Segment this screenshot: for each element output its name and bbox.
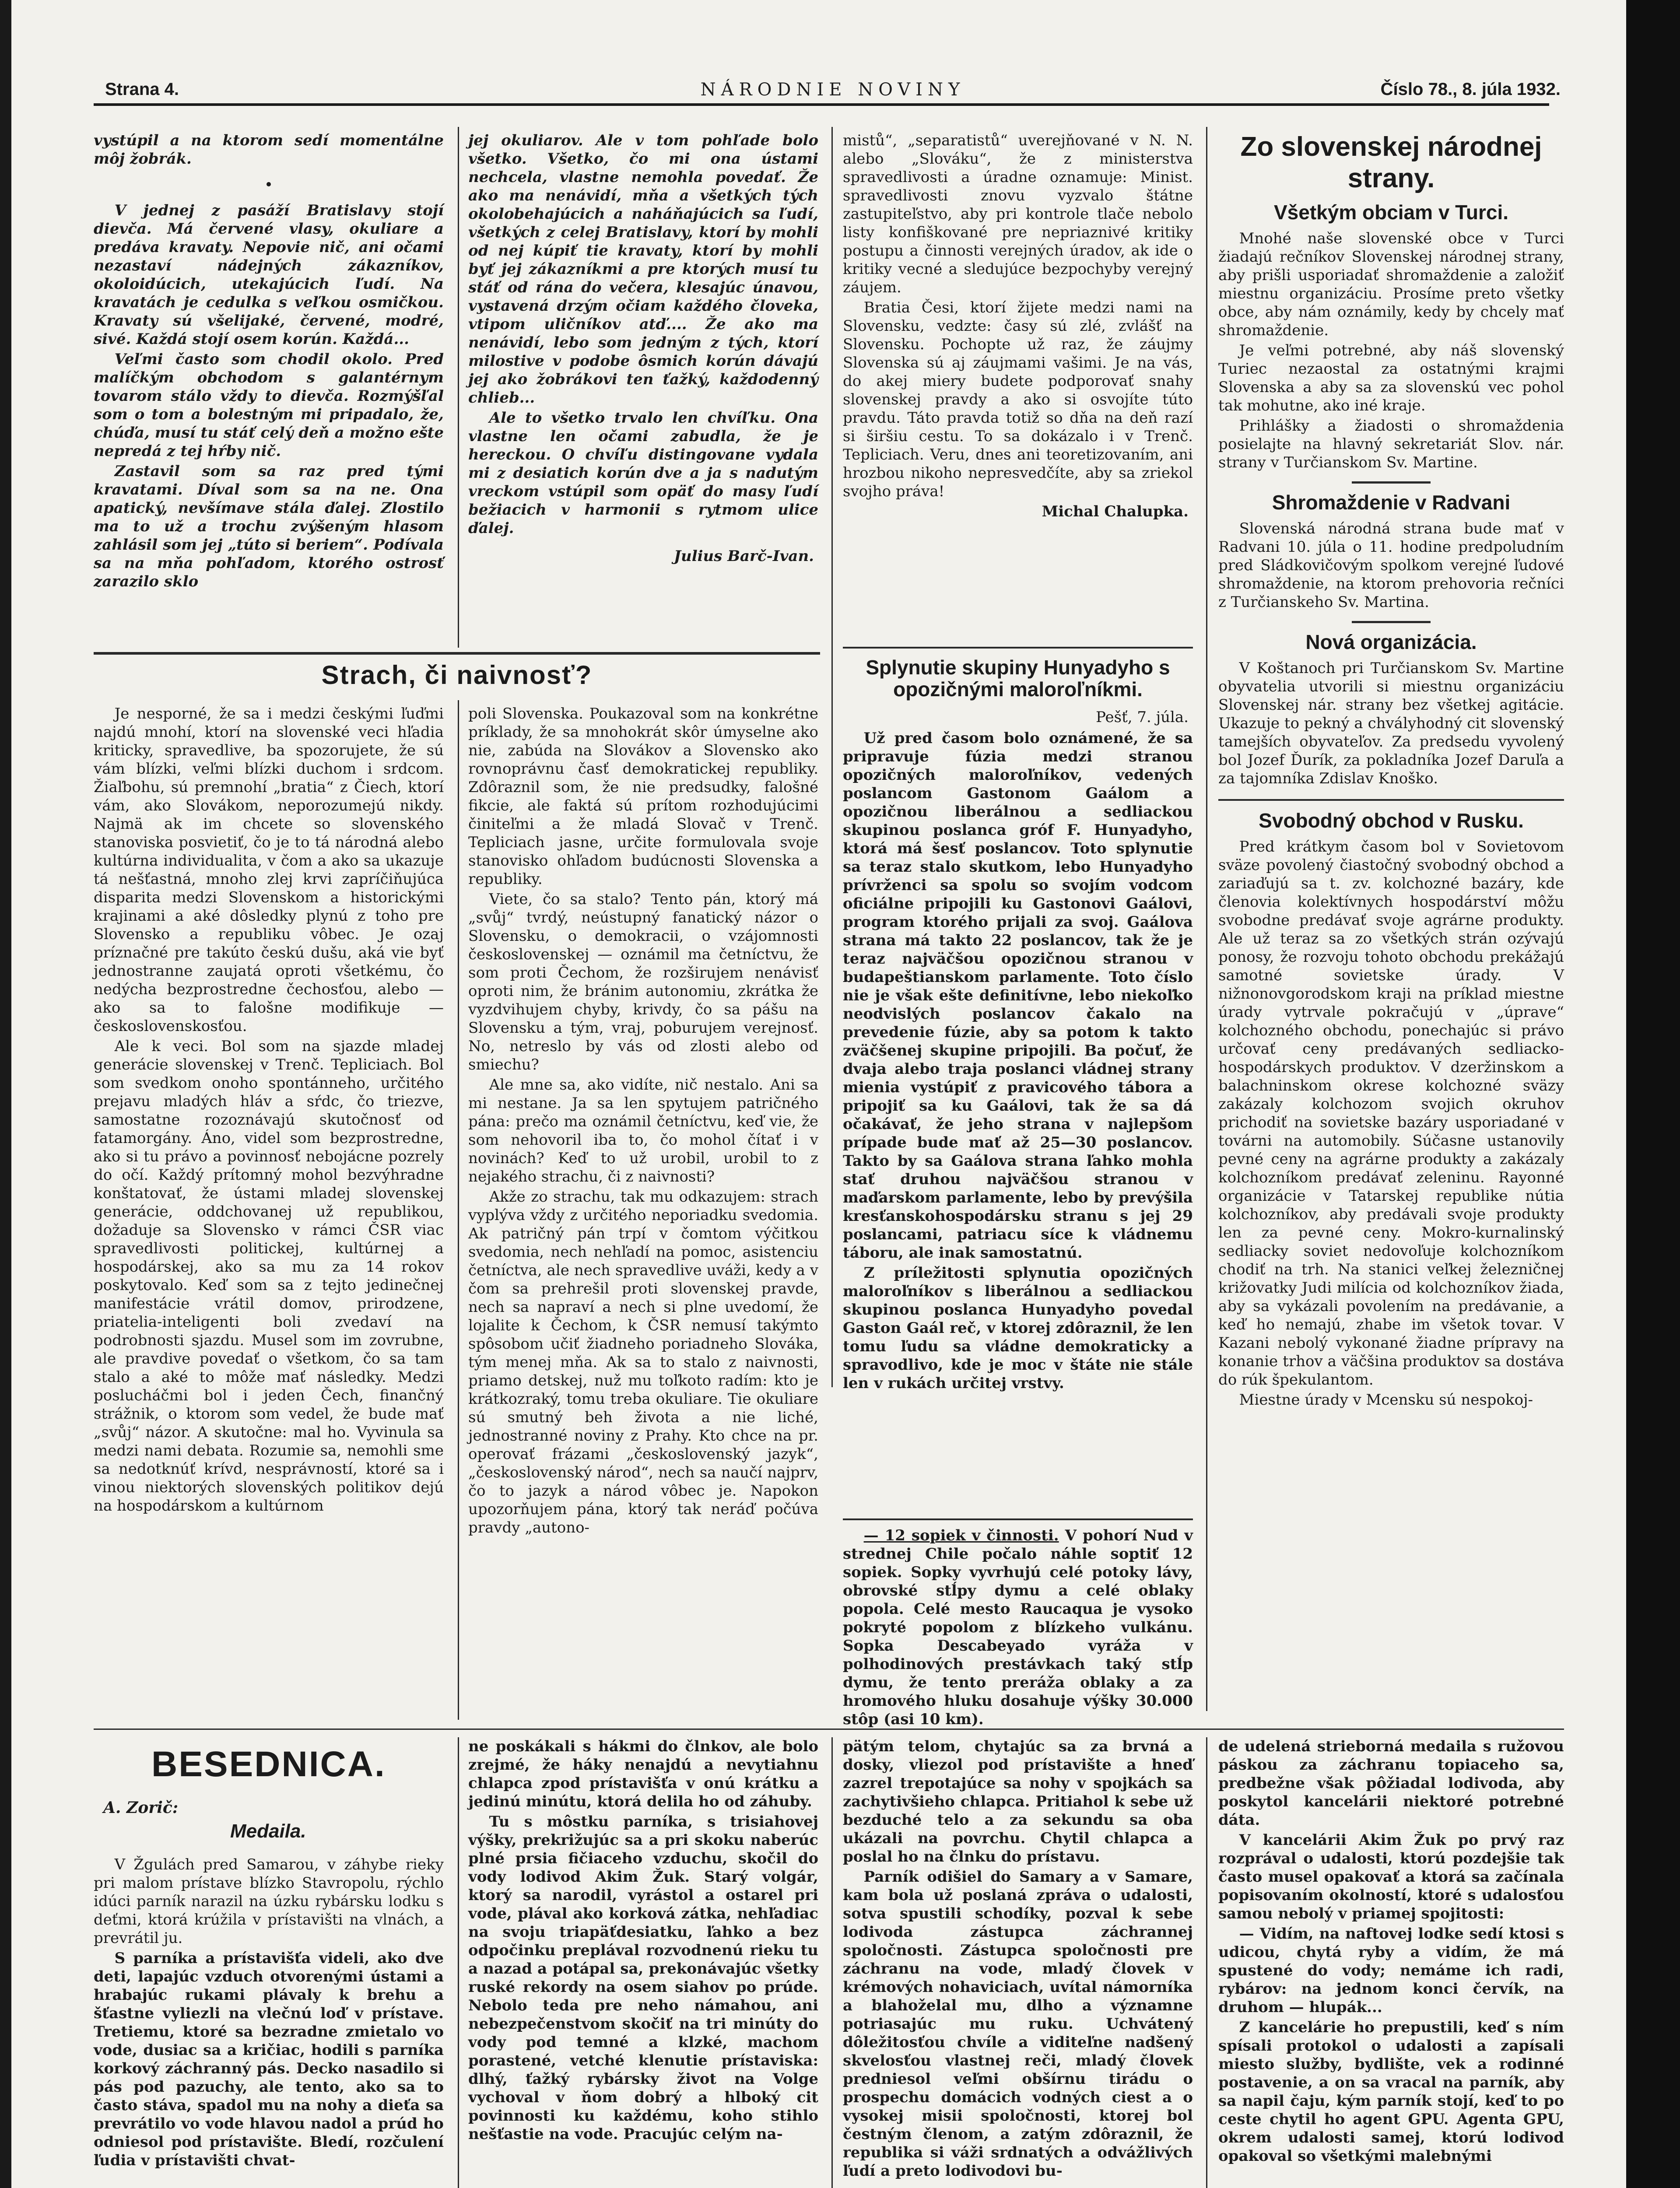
header-rule (94, 103, 1549, 106)
story-para: V kancelárii Akim Žuk po prvý raz rozprával o udalosti, ktorú pozdejšie tak často musel opakovať a ktorá sa začínala popisovaním okolností, ktoré s udalosťou samou nebolý v priamej spojitosti: (1218, 1831, 1564, 1922)
article-para: Bratia Česi, ktorí žijete medzi nami na Slovensku, vedzte: časy sú zlé, zvlášť na Slovensku. Pochopte už raz, že záujmy Slovenska sú aj záujmami vašimi. Je na vás, do akej miery budete podporovať snahy slovenskej pravdy a ako si osvojíte túto pravdu. Táto pravda totiž so dňa na deň razí si širšiu cestu. To sa dokázalo i v Trenč. Tepliciach. Veru, dnes ani teoretizovaním, ani hrozbou nikoho nepresvedčíte, aby sa zriekol svojho práva! (843, 299, 1193, 500)
story-author: A. Zorič: (103, 1799, 179, 1817)
story-para: vystúpil a na ktorom sedí momentálne môj žobrák. (94, 132, 444, 168)
story-para: ne poskákali s hákmi do člnkov, ale bolo zrejmé, že háky nenajdú a nevytiahnu chlapca zpod prístavišťa v onú krátku a jedinú minútu, ktorá delila ho od záhuby. (468, 1738, 818, 1810)
article-para: poli Slovenska. Poukazoval som na konkrétne príklady, že sa mnohokrát skôr úmyselne ako nie, zabúda na Slovákov a Slovensko ako rovnoprávnu časť demokratickej republiky. Zdôraznil som, že nie predsudky, falošné fikcie, ale faktá sú prítom rozhodujúcimi činiteľmi a že mladá Slovač v Trenč. Tepliciach jasne, určite formulovala svoje stanovisko ohľadom budúcnosti Slovenska a republiky. (468, 705, 818, 888)
article-title: Strach, či naivnosť? (321, 660, 593, 690)
story-para: V Žgulách pred Samarou, v záhybe rieky pri malom prístave blízko Stavropolu, rýchlo idúci parník narazil na úzku rybársku lodku s deťmi, ktorá krúžila v prístavišti na vlnách, a prevrátil ju. (94, 1856, 444, 1947)
medaila-column-3 (843, 1737, 1193, 2182)
splynutie-article (843, 656, 1193, 1394)
besednica-rubric: BESEDNICA. (151, 1744, 386, 1784)
story-para: jej okuliarov. Ale v tom pohľade bolo všetko. Všetko, čo mi ona ústami nechcela, vlastne nemohla povedať. Že ako ma nenávidí, mňa a všetkých tých okolobehajúcich a naháňajúcich sa ľudí, všetkých z celej Bratislavy, ktorí by mohli od nej kúpiť tie kravaty, ktorí by mohli byť jej zákazníkmi a pre ktorých musí tu stáť od rána do večera, klesajúc únavou, vystavená drzým očiam každého človeka, vtipom uličníkov atď.... Že ako ma nenávidí, lebo som jedným z tých, ktorí milostive v podobe ôsmich korún dávajú jej ako žobrákovi ten ťažký, každodenný chlieb... (468, 132, 818, 407)
article-para: Mnohé naše slovenské obce v Turci žiadajú rečníkov Slovenskej národnej strany, aby prišli usporiadať shromaždenie a založiť miestnu organizáciu. Prosíme preto všetky obce, aby nám oznámily, kedy by chcely mať shromaždenie. (1218, 230, 1564, 339)
article-para (843, 1526, 1193, 1729)
story-para: Parník odišiel do Samary a v Samare, kam bola už poslaná zpráva o udalosti, sotva spustili schodíky, pozval k sebe lodivoda zástupca záchrannej spoločnosti. Zástupca spoločnosti pre záchranu na vode, mladý človek v krémových nohaviciach, uvítal námorníka a blahoželal mu, dlho a významne potriasajúc mu ruku. Uchvátený dôležitosťou chvíle a viditeľne nadšený skvelosťou vlastnej reči, mladý človek predniesol veľmi obšírnu tirádu o prospechu domácich vodných ciest a o vysokej misii spoločnosti, ktorej bol čestným členom, a zatým zdôraznil, že republika si váži srdnatých a odvážlivých ľudí a preto lodivodovi bu- (843, 1868, 1193, 2180)
article-para: Prihlášky a žiadosti o shromaždenia posielajte na hlavný sekretariát Slov. nár. strany v Turčianskom Sv. Martine. (1218, 417, 1564, 471)
newspaper-page (11, 0, 1626, 2188)
medaila-column-2 (468, 1737, 818, 2145)
article-para: Ale mne sa, ako vidíte, nič nestalo. Ani sa mi nestane. Ja sa len spytujem patričného pána: prečo ma oznámil četníctvu, keď vie, že som nehovoril iba to, čo mohol čítať i v novinách? Keď to už urobil, urobil to z nejakého strachu, či z naivnosti? (468, 1076, 818, 1185)
dateline: Pešť, 7. júla. (1096, 708, 1189, 726)
article-para: Z príležitosti splynutia opozičných maloroľníkov s liberálnou a sedliackou skupinou poslanca Hunyadyho povedal Gaston Gaál reč, v ktorej zdôraznil, že len tomu ľudu sa vládne demokraticky a spravodlivo, kde je moc v štáte nie stále len v rukách určitej vrstvy. (843, 1264, 1193, 1392)
section-subhead: Nová organizácia. (1305, 631, 1477, 653)
column-rule (831, 127, 833, 1387)
article-para: Je veľmi potrebné, aby náš slovenský Turiec nezaostal za ostatnými krajmi Slovenska a aby sa za slovenskú vec pohol tak mohutne, ako iné kraje. (1218, 342, 1564, 414)
section-rule (1218, 799, 1564, 801)
section-divider (1352, 481, 1431, 484)
section-rule (94, 652, 820, 655)
right-column (1218, 131, 1564, 1411)
strach-column-1 (94, 705, 444, 1517)
story-signature: Julius Barč-Ivan. (673, 547, 814, 565)
page-number: Strana 4. (105, 80, 179, 99)
story-para: Zastavil som sa raz pred tými kravatami. Díval som sa na ne. Ona apatický, nevšímave stála ďalej. Zlostilo ma to už a trochu zvýšeným hlasom zahlásil som jej „túto si beriem“. Podívala sa na mňa pohľadom, ktorého ostrosť zarazilo sklo (94, 463, 444, 590)
story-para: Z kancelárie ho prepustili, keď s ním spísali protokol o udalosti a zapísali miesto služby, bydlište, vek a rodinné postavenie, a on sa vracal na parník, aby sa napil čaju, kým parník stojí, keď to po ceste chytil ho agent GPU. Agenta GPU, okrem udalosti samej, ktorú lodivod opakoval so všetkými malebnými (1218, 2019, 1564, 2165)
section-rule (94, 1729, 1564, 1730)
article-title: Splynutie skupiny Hunyadyho s opozičnými maloroľníkmi. (866, 656, 1170, 701)
section-rule (843, 647, 1193, 649)
story-para: S parníka a prístavišťa videli, ako dve deti, lapajúc vzduch otvorenými ústami a hrabajúc rukami plávaly k brehu a šťastne vyliezli na vlečnú loď v prístave. Tretiemu, ktoré sa bezradne zmietalo vo vode, dusiac sa a kričiac, hodili s parníka korkový záchranný pás. Decko nasadilo si pás pod pazuchy, ale tento, ako sa to často stáva, spadol mu na nohy a dieťa sa prevrátilo vo vode hlavou nadol a prúd ho odniesol pod prístavište. Bledí, rozčulení ľudia v prístavišti chvat- (94, 1950, 444, 2169)
story-para: pätým telom, chytajúc sa za brvná a dosky, vliezol pod prístavište a hneď zazrel trepotajúce sa nohy v spojkách sa zachytivšieho chlapca. Pritiahol k sebe už bezduché telo a za sekundu sa oba ukázali na povrchu. Chytil chlapca a poslal ho na člnku do prístavu. (843, 1738, 1193, 1865)
party-section-title: Zo slovenskej národnej strany. (1240, 132, 1542, 193)
section-divider (1352, 621, 1431, 623)
medaila-column-1 (94, 1855, 444, 2171)
article-para: V Koštanoch pri Turčianskom Sv. Martine obyvatelia utvorili si miestnu organizáciu Slovenskej nár. strany bez všetkej agitácie. Ukazuje to pekný a chvályhodný cit slovenský tamejších obyvateľov. Za predsedu vyvolený bol Jozef Ďurík, za pokladníka Jozef Daruľa a za tajomníka Zdislav Knoško. (1218, 659, 1564, 787)
column-rule (458, 1737, 459, 2188)
section-subhead: Shromaždenie v Radvani (1272, 491, 1511, 514)
story-para: Veľmi často som chodil okolo. Pred malíčkým obchodom s galantérnym tovarom stálo vždy to dievča. Rozmýšľal som o tom a bolestným mi pripadalo, že, chúďa, musí tu stáť celý deň a možno ešte nepredá z tej hŕby nič. (94, 351, 444, 460)
article-para: Pred krátkym časom bol v Sovietovom sväze povolený čiastočný svobodný obchod a zariaďujú sa t. zv. kolchozné bazáry, kde členovia kolektívnych hospodárství môžu svobodne predávať svoje agrárne produkty. Ale už teraz sa zo všetkých strán ozývajú ponosy, že rozvoju tohoto obchodu prekážajú samotné sovietske úrady. V nižnonovgorodskom kraji na príklad miestne úrady vytrvale pokračujú v „úprave“ kolchozného obchodu, ponechajúc si právo určovať ceny predávaných sedliacko-hospodárskych produktov. V dzeržinskom a balachninskom okrese kolchozné sväzy zakázaly kolchozom svojich okruhov prichodiť na sovietske bazáry usporiadané v továrni na automobily. Súčasne ustanovily pevné ceny na agrárne produkty a zakázaly kolchozníkom predávať zeleninu. Rayonné organizácie v Tatarskej republike nútia kolchozníkov, aby predávali svoje produkty len za pevné ceny. Mokro-kurnalinský sedliacky soviet nedovoľuje kolchozníkom chodiť na trh. Na stanici veľkej železničnej križovatky Judi milícia od kolchozníkov žiada, aby sa vykázali povolením na predávanie, a keď ho nemajú, zhabe im všetok tovar. V Kazani nebolý vykonané žiadne prípravy na konanie trhov a väčšina produktov sa dostáva do rúk špekulantom. (1218, 838, 1564, 1389)
article-para: Už pred časom bolo oznámené, že sa pripravuje fúzia medzi stranou opozičných maloroľníkov, vedených poslancom Gastonom Gaálom a opozičnou liberálnou a sedliackou skupinou poslanca gróf F. Hunyadyho, ktorá má šesť poslancov. Toto splynutie sa teraz stalo skutkom, lebo Hunyadyho prívrženci sa spolu so svojím vodcom oficiálne pripojili ku Gastonovi Gaálovi, program ktorého prijali za svoj. Gaálova strana má takto 22 poslancov, tak že je teraz najväčšou opozičnou stranou v budapeštianskom parlamente. Toto číslo nie je však ešte definitívne, lebo niekoľko neodvislých poslancov čakalo na prevedenie fúzie, aby sa potom k takto zväčšenej skupine pripojili. Ba počuť, že dvaja alebo traja poslanci vládnej strany mienia vystúpiť z pravicového tábora a pripojiť sa ku Gaálovi, tak že sa dá očakávať, že jeho strana v najlepšom prípade bude mať až 25—30 poslancov. Takto by sa Gaálova strana ľahko mohla stať druhou najväčšou stranou v maďarskom parlamente, lebo by prevýšila kresťanskohospodársku stranu s jej 29 poslancami, patriacu síce k vládnemu táboru, ale inak samostatnú. (843, 729, 1193, 1262)
issue-date: Číslo 78., 8. júla 1932. (1380, 80, 1561, 99)
masthead: NÁRODNIE NOVINY (700, 80, 965, 100)
strach-column-2 (468, 705, 818, 1539)
section-subhead: Všetkým obciam v Turci. (1273, 201, 1509, 224)
column-rule (458, 700, 459, 1720)
article-para: mistů“, „separatistů“ uverejňované v N. N. alebo „Slováku“, že z ministerstva spravedlivosti a úradne oznamuje: Minist. spravedlivosti znovu vyzvalo štátne zastupiteľstvo, aby pri kontrole tlače nebolo listy konfiškované pre nepriaznivé kritiky postupu a činnosti verejných úradov, ak ide o kritiky vecné a sledujúce bezpochyby verejný záujem. (843, 132, 1193, 296)
sopiek-lead: — 12 sopiek v činnosti. (863, 1527, 1059, 1544)
story-para: Ale to všetko trvalo len chvíľku. Ona vlastne len očami zabudla, že je hereckou. O chvíľu distingovane vydala mi z desiatich korún dve a ja s nadutým vreckom vstúpil som opäť do masy ľudí bežiacich v harmonii s rytmom ulice ďalej. (468, 409, 818, 537)
separator-dot (267, 182, 271, 186)
article-para: Akže zo strachu, tak mu odkazujem: strach vyplýva vždy z určitého neporiadku svedomia. Ak patričný pán trpí v čomtom výčitkou svedomia, nech nehľadí na pomoc, asistenciu četníctva, ale nech spravedlive uváži, kedy a v čom sa prehrešil proti slovenskej pravde, nech sa napraví a nech si plne uvedomí, že lojalite k Čechom, k ČSR nemusí takýmto spôsobom učiť žiadneho poriadneho Slováka, tým menej mňa. Ak sa to stalo z naivnosti, priamo detskej, nuž mu toľkoto radím: kto je krátkozraký, tomu treba okuliare. Tie okuliare sú smutný beh života a nie liché, jednostranné noviny z Prahy. Kto chce na pr. operovať frázami „československý jazyk“, „československý národ“, nech sa naučí najprv, čo to jazyk a národ vôbec je. Napokon upozorňujem pána, ktorý tak neráď počúva pravdy „autono- (468, 1188, 818, 1536)
column-rule (1206, 1737, 1207, 2188)
column-rule (831, 1737, 833, 2188)
story-column-2 (468, 131, 818, 565)
chalupka-column (843, 131, 1193, 521)
column-rule (1206, 127, 1207, 1711)
article-signature: Michal Chalupka. (1042, 503, 1189, 520)
medaila-column-4 (1218, 1737, 1564, 2167)
article-para: Miestne úrady v Mcensku sú nespokoj- (1239, 1391, 1533, 1409)
article-para: Viete, čo sa stalo? Tento pán, ktorý má „svůj“ tvrdý, neústupný fanatický názor o Slovensku, o demokracii, o vzájomnosti československej — oznámil ma četníctvu, že som proti Čechom, že rozširujem nenávisť oproti nim, že bránim autonomiu, zkrátka že vyzdvihujem chyby, krivdy, čo sa pášu na Slovensku a tým, vraj, poburujem verejnosť. No, netreslo by vás od zlosti alebo od smiechu? (468, 891, 818, 1073)
story-para: de udelená strieborná medaila s ružovou páskou za záchranu topiaceho sa, predbežne však pôžiadal lodivoda, aby poskytol kancelárii niektoré potrebné dáta. (1218, 1738, 1564, 1829)
article-para: Je nesporné, že sa i medzi českými ľuďmi najdú mnohí, ktorí na slovenské veci hľadia kriticky, spravedlive, ba spozorujete, že sú vám blízki, veľmi blízki duchom i srdcom. Žiaľbohu, sú premnohí „bratia“ z Čiech, ktorí vám, ako Slovákom, neporozumejú nikdy. Najmä ak im chcete so slovenského stanoviska posvietiť, čo je to tá národná alebo kultúrna individualita, v čom a ako sa ukazuje tá nešťastná, mnoho zlej krvi zapríčiňujúca disparita medzi Slovenskom a historickými krajinami a aké dôsledky plynú z toho pre Slovensko a republiku vôbec. Je ozaj príznačné pre takúto českú dušu, aká vie byť jednostranne zaujatá oproti všetkému, čo nedýcha bezprostredne čechosťou, alebo — ako sa to falošne modifikuje — československosťou. (94, 705, 444, 1035)
story-para: — Vidím, na naftovej lodke sedí ktosi s udicou, chytá ryby a vidím, že má spustené do vody; nemáme ich radi, rybárov: na jednom konci červík, na druhom — hlupák... (1218, 1925, 1564, 2016)
story-title: Medaila. (230, 1820, 306, 1842)
article-para: Slovenská národná strana bude mať v Radvani 10. júla o 11. hodine predpoludním pred Sládkovičovým spolkom verejné ľudové shromaždenie, na ktorom prehovoria rečníci z Turčianskeho Sv. Martina. (1218, 520, 1564, 611)
section-subhead: Svobodný obchod v Rusku. (1259, 809, 1524, 832)
column-rule (458, 127, 459, 648)
page-header (105, 77, 1561, 103)
story-para: V jednej z pasáží Bratislavy stojí dievča. Má červené vlasy, okuliare a predáva kravaty. Nepovie nič, ani očami nezastaví nádejných zákazníkov, okoloidúcich, utekajúcich ľudí. Na kravatách je cedulka s veľkou osmičkou. Kravaty sú všelijaké, červené, modré, sivé. Každá stojí osem korún. Každá... (94, 202, 444, 348)
section-rule (843, 1518, 1193, 1520)
sopiek-article (843, 1526, 1193, 1730)
story-column-1 (94, 131, 444, 593)
article-para: Ale k veci. Bol som na sjazde mladej generácie slovenskej v Trenč. Tepliciach. Bol som svedkom onoho spontánneho, určitého prejavu mladých hláv a sŕdc, čo triezve, samostatne rozoznávajú skutočnosť od fatamorgány. Áno, videl som bezprostredne, ako si tu právo a povinnosť nebojácne pozrely do očí. Každý prítomný mohol bezvýhradne konštatovať, že ústami mladej slovenskej generácie, oddchovanej už republikou, dožaduje sa Slovensko v rámci ČSR viac spravedlivosti politickej, kultúrnej a hospodárskej, ako sa mu za 14 rokov poskytovalo. Keď som sa z tejto jedinečnej manifestácie vrátil domov, prirodzene, priatelia-inteligenti boli zvedaví na podrobnosti sjazdu. Musel som im zovrubne, ale pravdive povedať o všetkom, čo sa tam stalo a aké to môže mať následky. Medzi poslucháčmi bol i jeden Čech, finančný strážnik, o ktorom som vedel, že bude mať „svůj“ názor. A skutočne: mal ho. Vyvinula sa medzi nami debata. Rozumie sa, nemohli sme sa nedotknúť krívd, nesprávností, ktoré sa i vinou niektorých slovenských politikov dejú na hospodárskom a kultúrnom (94, 1038, 444, 1515)
story-para: Tu s môstku parníka, s trisiahovej výšky, prekrižujúc sa a pri skoku naberúc plné prsia fičiaceho vzduchu, skočil do vody lodivod Akim Žuk. Starý volgár, ktorý sa narodil, vyrástol a ostarel pri vode, plával ako korková zátka, nehľadiac na svoju triapäťdesiatku, ľahko a bez odpočinku preplával rozvodnenú rieku tu a nazad a potápal sa, prekonávajúc všetky ruské rekordy na osem siahov po prúde. Nebolo teda pre neho námahou, ani nebezpečenstvom skočiť na tri minúty do vody pod temné a klzké, machom porastené, vetché klenutie prístaviska: dlhý, ťažký rybársky život na Volge vychoval v ňom dobrý a hlboký cit povinnosti ku každému, koho stihlo nešťastie na vode. Pracujúc celým na- (468, 1813, 818, 2143)
sopiek-text: V pohorí Nud v strednej Chile počalo náhle soptiť 12 sopiek. Sopky vyvrhujú celé potoky lávy, obrovské stĺpy dymu a celé oblaky popola. Celé mesto Raucaqua je vysoko pokryté popolom z blízkeho vulkánu. Sopka Descabeyado vyráža v polhodinových prestávkach taký stĺp dymu, že tento preráža oblaky a za hromového hluku dosahuje výšky 30.000 stôp (asi 10 km). (843, 1527, 1193, 1728)
scan-edge (1626, 0, 1680, 2188)
